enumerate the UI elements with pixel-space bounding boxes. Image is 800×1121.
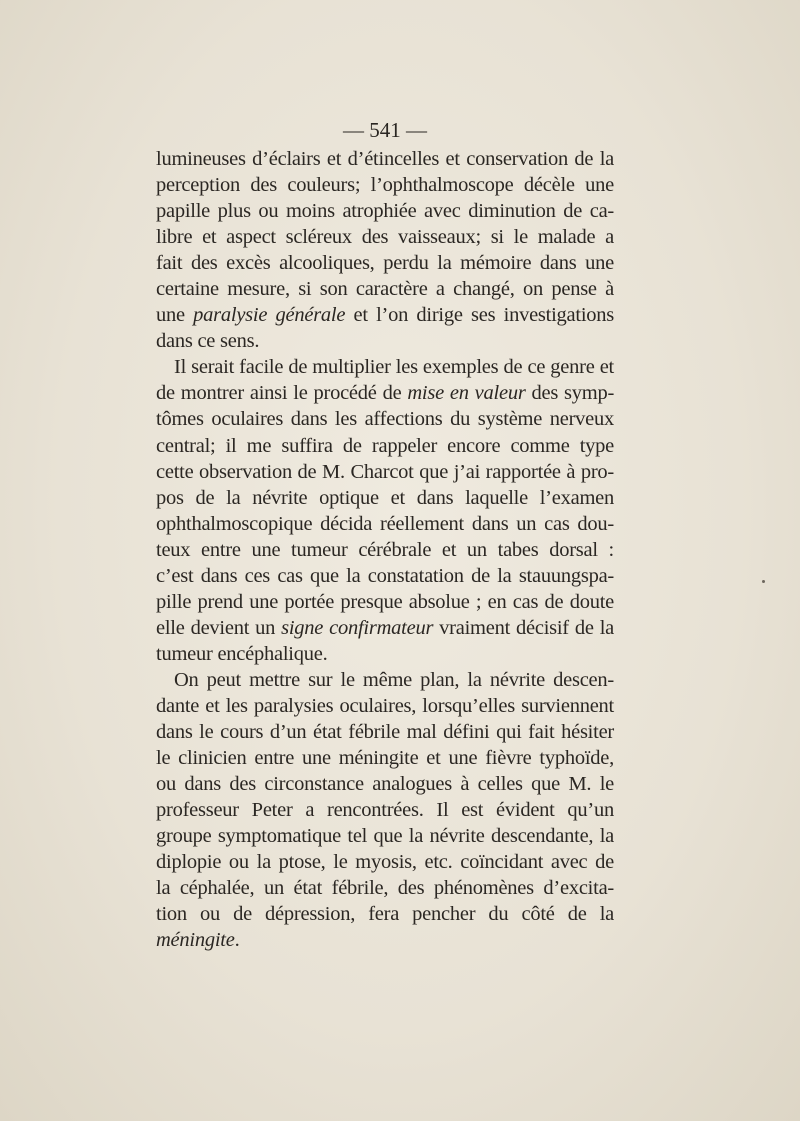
text-run: certaine mesure, si son caractère a changé, on pense à xyxy=(156,278,614,301)
text-run: teux entre une tumeur cérébrale et un tabes dorsal : xyxy=(156,538,614,561)
italic-phrase: paralysie générale xyxy=(193,304,346,327)
text-line xyxy=(156,485,614,511)
text-run: professeur Peter a rencontrées. Il est évident qu’un xyxy=(156,799,614,822)
text-run: elle devient un xyxy=(156,616,282,639)
text-line xyxy=(156,354,614,380)
text-line xyxy=(156,511,614,537)
paper-speck xyxy=(762,580,765,583)
text-run: ophthalmoscopique décida réellement dans un cas dou- xyxy=(156,512,614,535)
text-run: perception des couleurs; l’ophthalmoscope décèle une xyxy=(156,174,614,197)
text-line xyxy=(156,172,614,198)
text-line xyxy=(156,667,614,693)
text-run: de montrer ainsi le procédé de xyxy=(156,382,408,405)
text-run: c’est dans ces cas que la constatation de la stauungspa- xyxy=(156,564,614,587)
text-line xyxy=(156,433,614,459)
italic-phrase: signe confirmateur xyxy=(281,616,434,639)
text-line xyxy=(156,745,614,771)
text-line xyxy=(156,406,614,432)
text-run: tumeur encéphalique. xyxy=(156,642,328,665)
text-run: dans le cours d’un état fébrile mal défini qui fait hésiter xyxy=(156,721,614,744)
text-run: dante et les paralysies oculaires, lorsqu’elles surviennent xyxy=(156,694,614,717)
text-run: vraiment décisif de la xyxy=(433,616,614,639)
text-line xyxy=(156,641,614,667)
text-run: une xyxy=(156,304,194,327)
text-run: lumineuses d’éclairs et d’étincelles et conservation de la xyxy=(156,148,614,170)
text-line xyxy=(156,224,614,250)
text-line xyxy=(156,276,614,302)
text-line xyxy=(156,537,614,563)
text-line xyxy=(156,563,614,589)
text-line xyxy=(156,146,614,172)
body-text xyxy=(156,146,614,953)
text-line xyxy=(156,198,614,224)
text-line xyxy=(156,459,614,485)
text-run: des symp- xyxy=(525,382,615,405)
text-run: pos de la névrite optique et dans laquelle l’examen xyxy=(156,486,614,509)
text-run: groupe symptomatique tel que la névrite descendante, la xyxy=(156,825,614,848)
text-run: . xyxy=(234,929,240,952)
text-run: ou dans des circonstance analogues à celles que M. le xyxy=(156,773,614,796)
text-run: fait des excès alcooliques, perdu la mémoire dans une xyxy=(156,252,614,275)
text-line xyxy=(156,615,614,641)
text-run: papille plus ou moins atrophiée avec diminution de ca- xyxy=(156,200,614,223)
text-run: et l’on dirige ses investigations xyxy=(345,304,614,327)
text-run: Il serait facile de multiplier les exemples de ce genre et xyxy=(174,356,614,379)
text-line xyxy=(156,250,614,276)
text-run: tion ou de dépression, fera pencher du côté de la xyxy=(156,903,614,926)
text-run: diplopie ou la ptose, le myosis, etc. coïncidant avec de xyxy=(156,851,614,874)
text-line xyxy=(156,927,614,953)
text-run: central; il me suffira de rappeler encore comme type xyxy=(156,434,614,457)
text-line xyxy=(156,849,614,875)
text-line xyxy=(156,719,614,745)
text-run: pille prend une portée presque absolue ; en cas de doute xyxy=(156,590,614,613)
text-line xyxy=(156,589,614,615)
text-run: libre et aspect scléreux des vaisseaux; si le malade a xyxy=(156,226,614,249)
text-run: le clinicien entre une méningite et une fièvre typhoïde, xyxy=(156,747,614,770)
text-line xyxy=(156,797,614,823)
text-line xyxy=(156,875,614,901)
text-line xyxy=(156,823,614,849)
text-run: dans ce sens. xyxy=(156,330,260,353)
italic-phrase: méningite xyxy=(156,929,235,952)
page-number: — 541 — xyxy=(343,118,427,142)
text-line xyxy=(156,693,614,719)
text-run: la céphalée, un état fébrile, des phénomènes d’excita- xyxy=(156,877,614,900)
text-run: tômes oculaires dans les affections du système nerveux xyxy=(156,408,614,431)
text-line xyxy=(156,771,614,797)
text-run: On peut mettre sur le même plan, la névrite descen- xyxy=(174,668,614,691)
text-line xyxy=(156,380,614,406)
text-line xyxy=(156,901,614,927)
text-line xyxy=(156,302,614,328)
text-line xyxy=(156,328,614,354)
italic-phrase: mise en valeur xyxy=(407,382,526,405)
text-run: cette observation de M. Charcot que j’ai rapportée à pro- xyxy=(156,460,614,483)
